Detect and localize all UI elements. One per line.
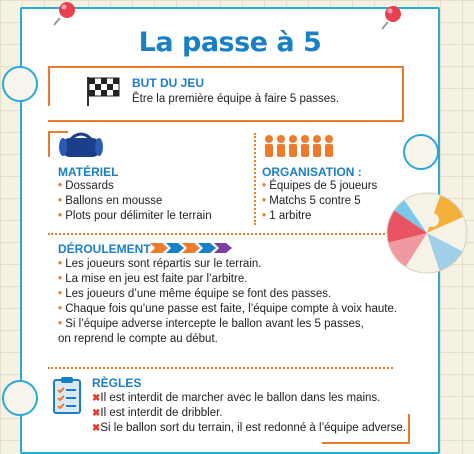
material-list	[58, 179, 212, 224]
list-item: • 1 arbitre	[262, 209, 377, 224]
binder-ring	[403, 134, 439, 170]
beach-ball-icon	[384, 190, 470, 276]
steps-list	[58, 257, 397, 347]
list-item: • Les joueurs d’une même équipe se font des passes.	[58, 287, 397, 302]
organisation-heading: ORGANISATION :	[262, 165, 362, 179]
clipboard-icon	[52, 376, 82, 414]
section-divider	[48, 233, 393, 235]
sports-bag-icon	[57, 129, 105, 159]
goal-heading: BUT DU JEU	[132, 76, 205, 90]
list-item: • Plots pour délimiter le terrain	[58, 209, 212, 224]
list-item: ✖ Il est interdit de marcher avec le ballon dans les mains.	[92, 391, 406, 406]
list-item: • Les joueurs sont répartis sur le terrain.	[58, 257, 397, 272]
binder-ring	[2, 380, 38, 416]
page-title: La passe à 5	[138, 27, 322, 58]
arrows-icon	[150, 241, 232, 255]
list-item: ✖ Il est interdit de dribbler.	[92, 406, 406, 421]
goal-text: Être la première équipe à faire 5 passes.	[132, 93, 340, 105]
rules-heading: RÈGLES	[92, 376, 142, 390]
team-icon	[262, 133, 336, 159]
steps-heading: DÉROULEMENT	[58, 242, 151, 256]
list-item: • Équipes de 5 joueurs	[262, 179, 377, 194]
pushpin-icon	[52, 0, 78, 26]
list-item: • Dossards	[58, 179, 212, 194]
list-item: • Matchs 5 contre 5	[262, 194, 377, 209]
binder-ring	[2, 66, 38, 102]
activity-card	[20, 7, 440, 454]
list-item: • Ballons en mousse	[58, 194, 212, 209]
checkered-flag-icon	[85, 75, 121, 107]
section-divider	[48, 367, 393, 369]
organisation-list	[262, 179, 377, 224]
material-heading: MATÉRIEL	[58, 165, 119, 179]
list-item: • La mise en jeu est faite par l’arbitre.	[58, 272, 397, 287]
list-item: • Si l’équipe adverse intercepte le ballon avant les 5 passes,	[58, 317, 397, 332]
pushpin-icon	[378, 4, 404, 30]
column-divider	[254, 133, 256, 225]
rules-frame	[322, 414, 410, 444]
list-item: ✖ Si le ballon sort du terrain, il est redonné à l’équipe adverse.	[92, 421, 406, 436]
list-item: • Chaque fois qu’une passe est faite, l’équipe compte à voix haute.	[58, 302, 397, 317]
list-item-continuation: on reprend le compte au début.	[58, 333, 218, 345]
